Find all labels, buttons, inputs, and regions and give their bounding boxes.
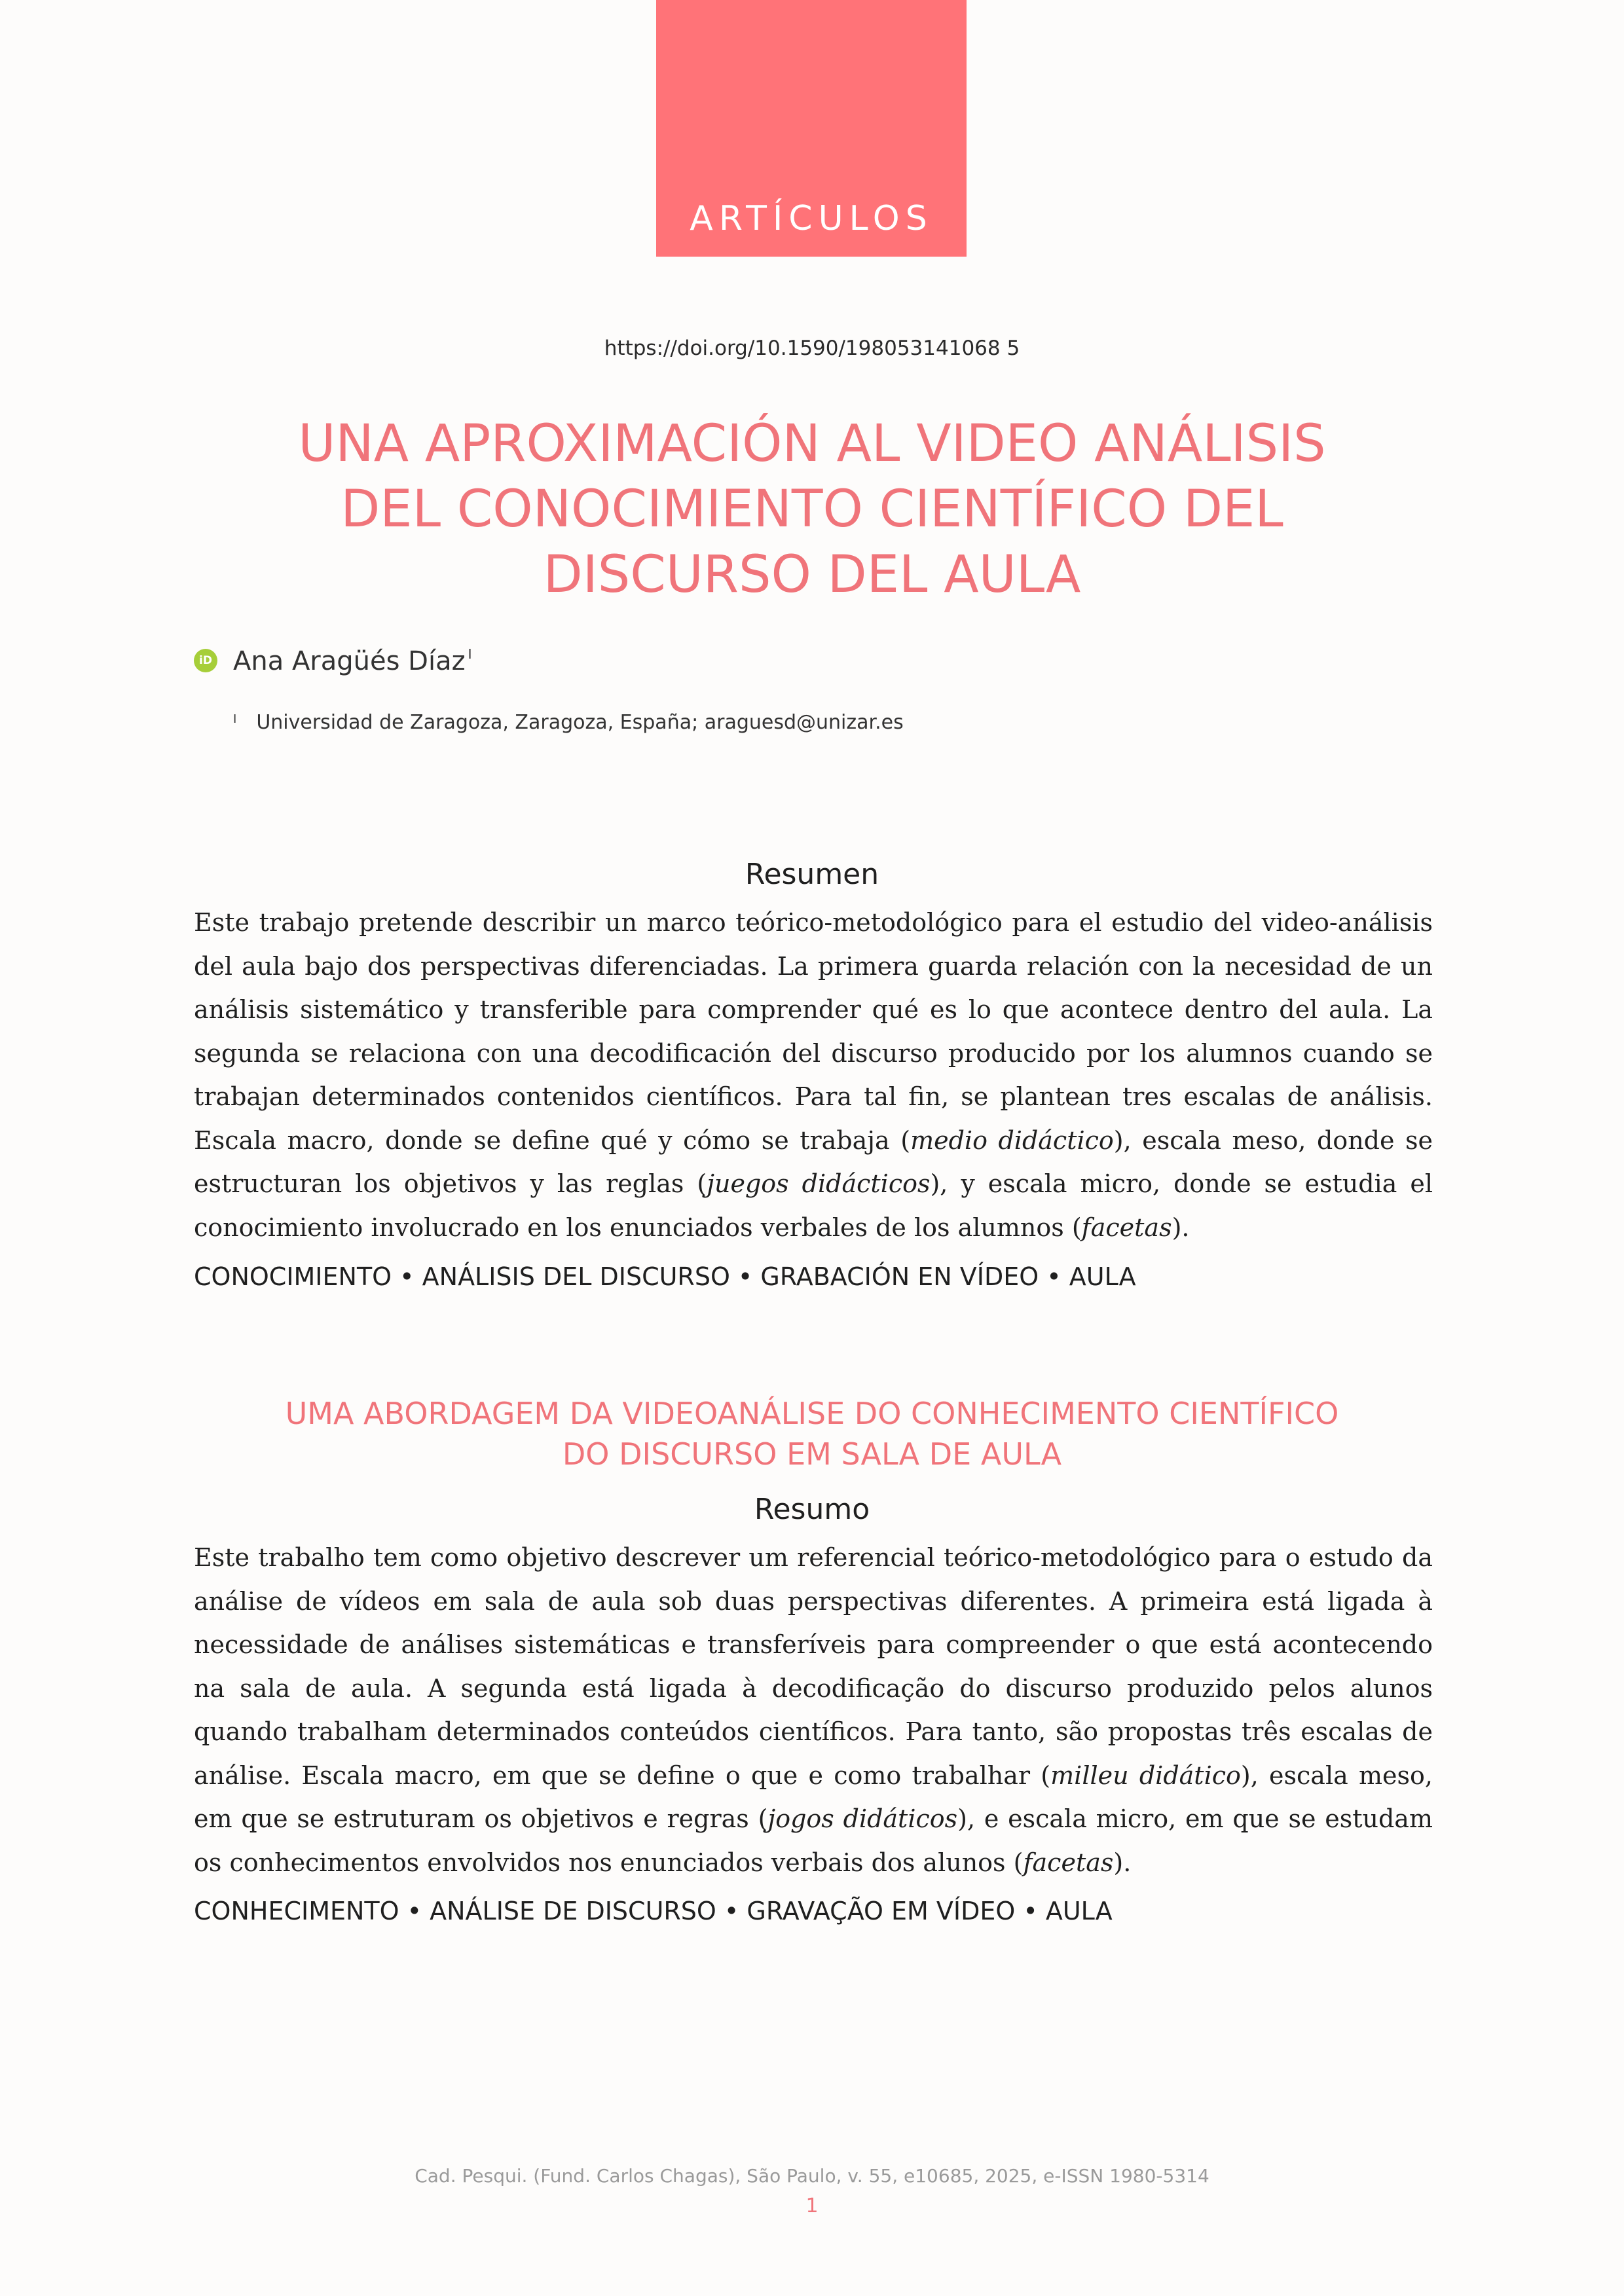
author-name: Ana Aragüés Díaz	[233, 646, 466, 676]
abstract-heading-pt: Resumo	[754, 1493, 870, 1526]
title-line: DISCURSO DEL AULA	[543, 545, 1081, 604]
page-number: 1	[805, 2195, 819, 2217]
keywords-pt: CONHECIMENTO • ANÁLISE DE DISCURSO • GRAVAÇÃO EM VÍDEO • AULA	[194, 1897, 1113, 1925]
doi-link[interactable]: https://doi.org/10.1590/198053141068 5	[604, 337, 1020, 360]
affiliation-text: Universidad de Zaragoza, Zaragoza, España; araguesd@unizar.es	[256, 711, 904, 734]
author-affiliation-marker: I	[468, 646, 472, 662]
pt-title-line: UMA ABORDAGEM DA VIDEOANÁLISE DO CONHECIMENTO CIENTÍFICO	[285, 1396, 1339, 1431]
portuguese-title	[196, 1393, 1428, 1474]
title-line: UNA APROXIMACIÓN AL VIDEO ANÁLISIS	[298, 414, 1326, 473]
title-line: DEL CONOCIMIENTO CIENTÍFICO DEL	[341, 480, 1283, 539]
affiliation-marker: I	[233, 712, 237, 726]
affiliation	[233, 711, 904, 734]
abstract-body-pt: Este trabalho tem como objetivo descrever um referencial teórico-metodológico para o estudo da análise de vídeos em sala de aula sob duas perspectivas diferentes. A primeira está ligada à necessidade de análises sistemáticas e transferíveis para compreender o que está acontecendo na sala de aula. A segunda está ligada à decodificação do discurso produzido pelos alunos quando trabalham determinados conteúdos científicos. Para tanto, são propostas três escalas de análise. Escala macro, em que se define o que e como trabalhar (milleu didático), escala meso, em que se estruturam os objetivos e regras (jogos didáticos), e escala micro, em que se estudam os conhecimentos envolvidos nos enunciados verbais dos alunos (facetas).	[194, 1543, 1433, 1877]
article-title	[196, 411, 1428, 608]
keywords-es: CONOCIMIENTO • ANÁLISIS DEL DISCURSO • GRABACIÓN EN VÍDEO • AULA	[194, 1262, 1136, 1291]
abstract-heading-es: Resumen	[745, 858, 879, 891]
section-tab	[656, 0, 967, 257]
section-label: ARTÍCULOS	[690, 199, 933, 238]
orcid-icon[interactable]: iD	[194, 649, 217, 672]
abstract-body-es: Este trabajo pretende describir un marco teórico-metodológico para el estudio del video-análisis del aula bajo dos perspectivas diferenciadas. La primera guarda relación con la necesidad de un análisis sistemático y transferible para comprender qué es lo que acontece dentro del aula. La segunda se relaciona con una decodificación del discurso producido por los alumnos cuando se trabajan determinados contenidos científicos. Para tal fin, se plantean tres escalas de análisis. Escala macro, donde se define qué y cómo se trabaja (medio didáctico), escala meso, donde se estructuran los objetivos y las reglas (juegos didácticos), y escala micro, donde se estudia el conocimiento involucrado en los enunciados verbales de los alumnos (facetas).	[194, 908, 1433, 1242]
footer-citation: Cad. Pesqui. (Fund. Carlos Chagas), São Paulo, v. 55, e10685, 2025, e-ISSN 1980-5314	[415, 2165, 1209, 2187]
author-block	[194, 646, 472, 676]
pt-title-line: DO DISCURSO EM SALA DE AULA	[562, 1436, 1062, 1472]
